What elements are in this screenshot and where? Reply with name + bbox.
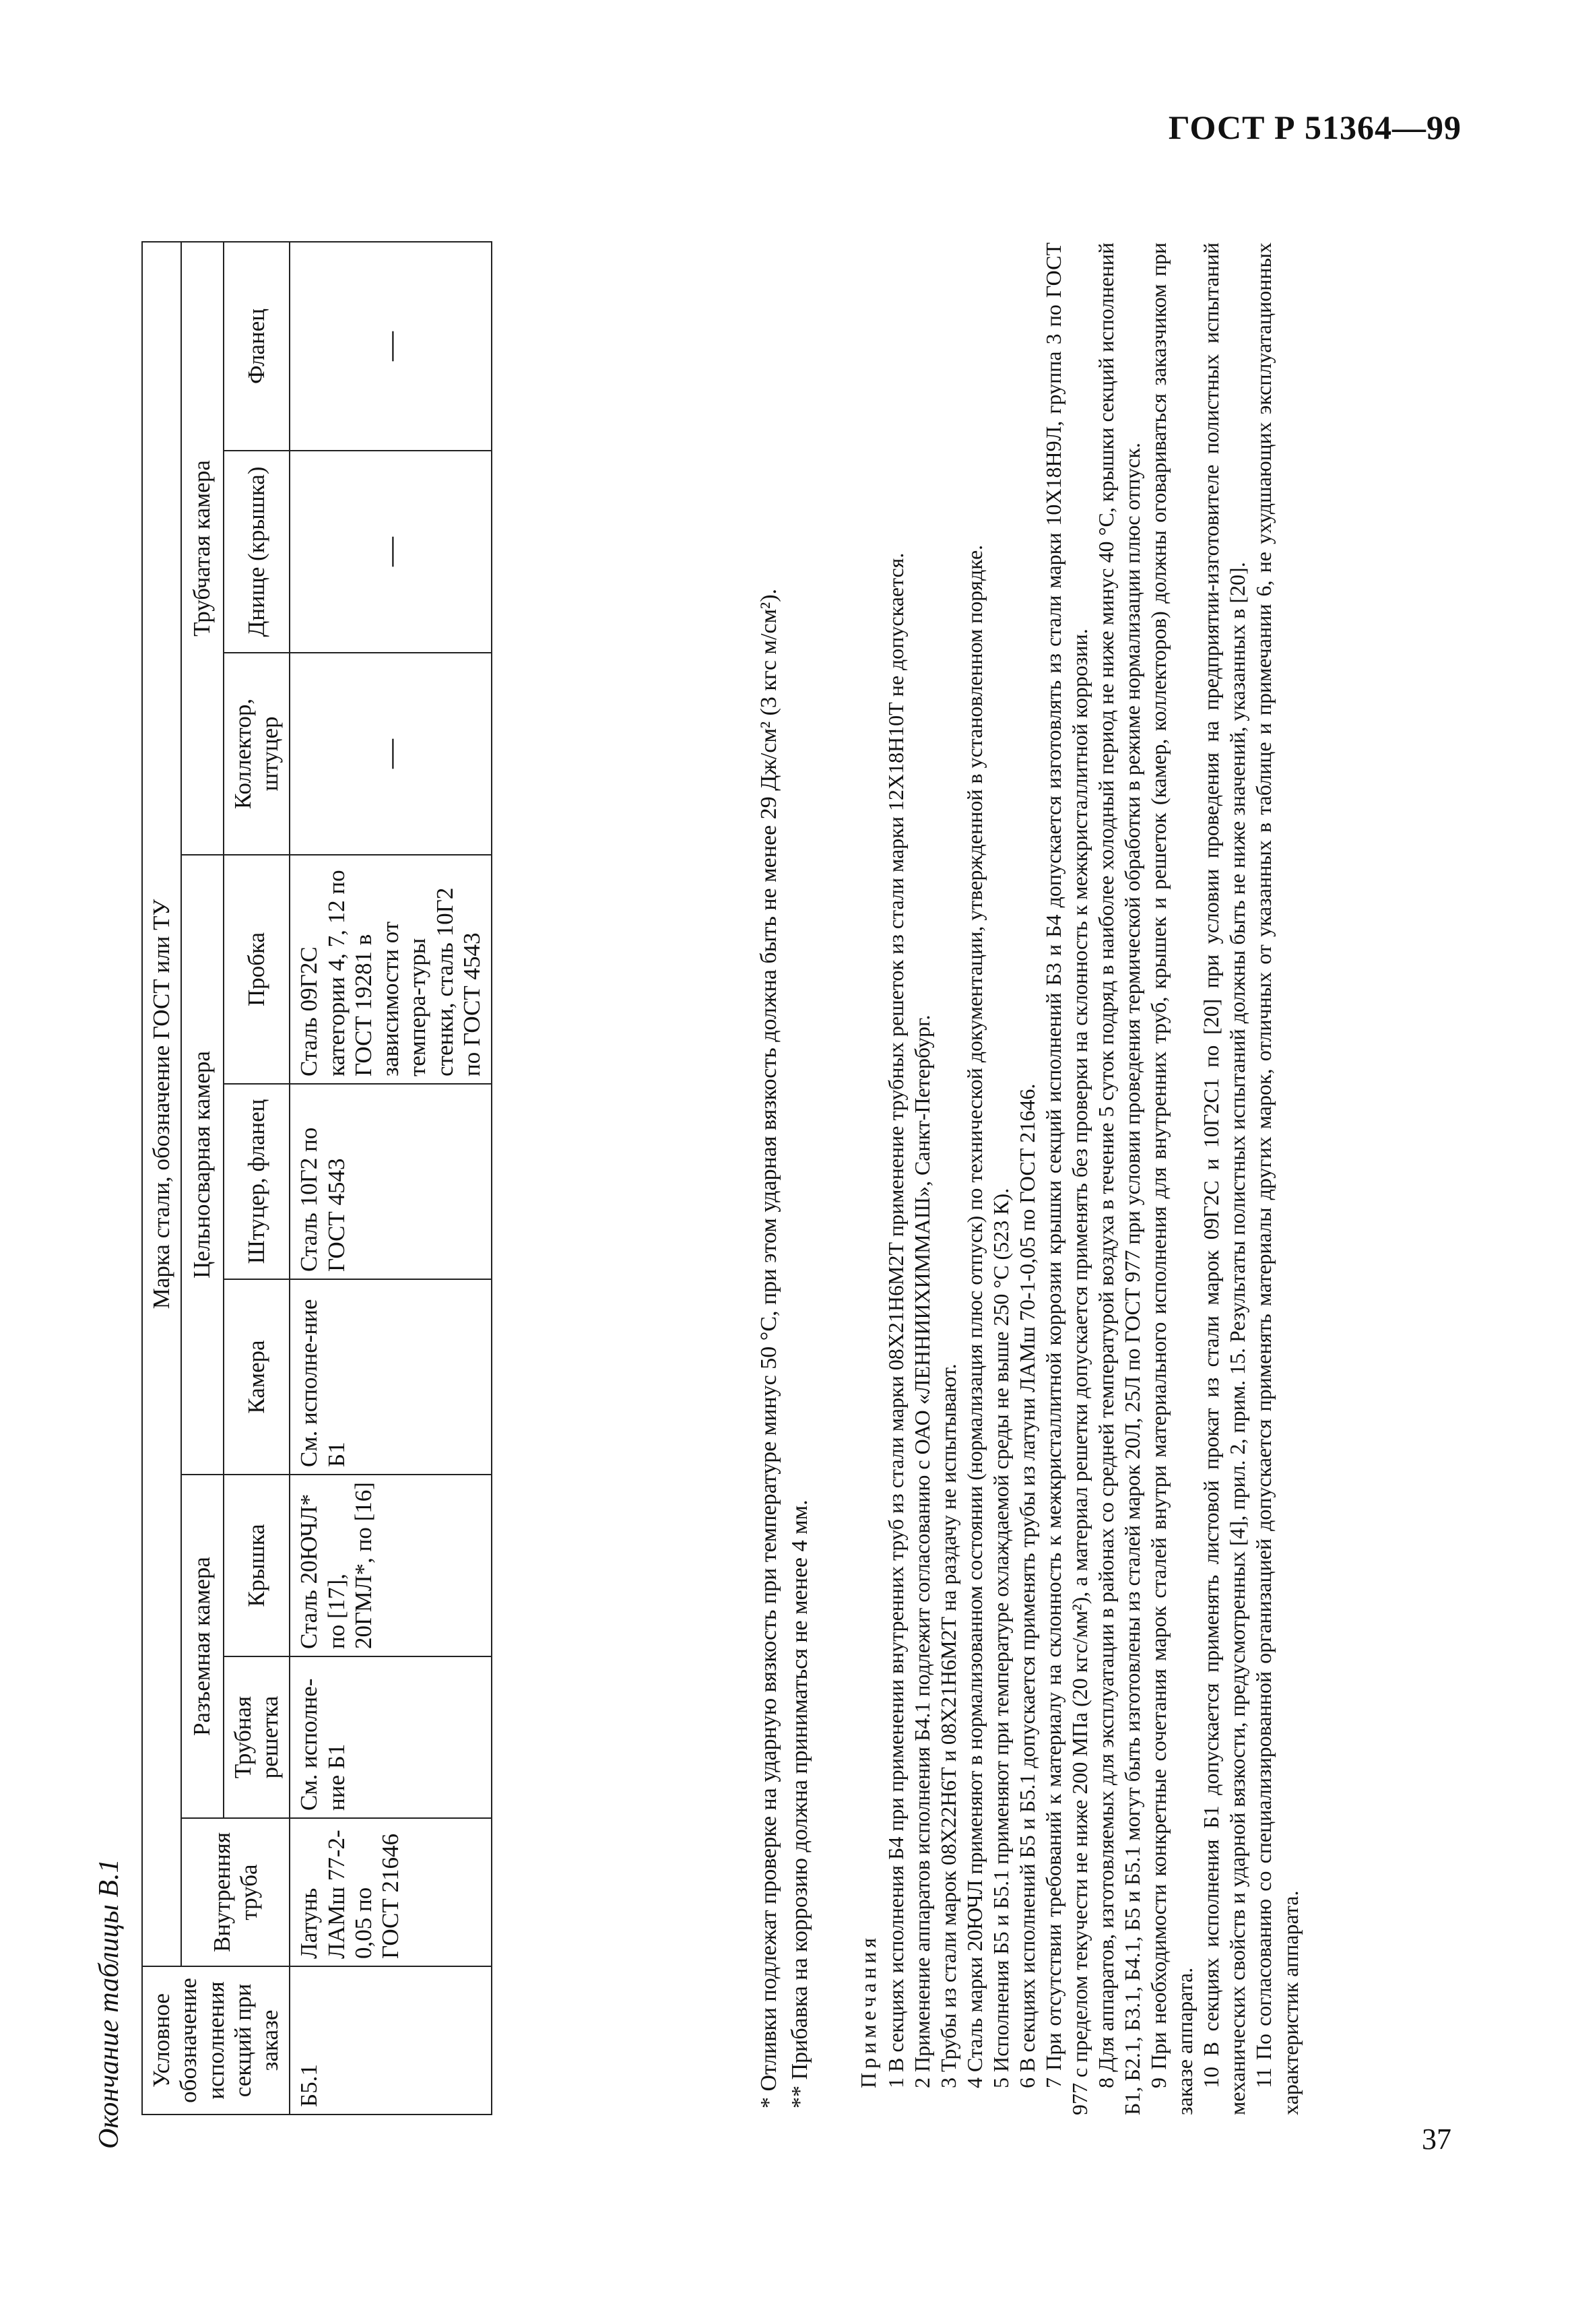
note-item: 11 По согласованию со специализированной организацией допускается применять материалы других марок, отличных от указанных в таблице и примечании 6, не ухудшающих эксплуатационных характеристик аппарата. [1251,243,1303,2115]
cell-inner-tube: Латунь ЛАМш 77-2-0,05 по ГОСТ 21646 [290,1818,492,1966]
materials-table [141,241,492,2115]
note-item: 7 При отсутствии требований к материалу на склонность к межкристаллитной коррозии крышки секций исполнений Б3 и Б4 допускается изготовлять из стали марки 10Х18Н9Л, группа 3 по ГОСТ 977 с пределом текучести не ниже 200 МПа (20 кгс/мм²), а материал решетки допускается применять без проверки на склонность к межкристаллитной коррозии. [1041,243,1092,2115]
footnote: * Отливки подлежат проверке на ударную вязкость при температуре минус 50 °С, при этом ударная вязкость должна быть не менее 29 Дж/см² (3 кгс м/см²). [756,588,781,2108]
document-code: ГОСТ Р 51364—99 [1168,108,1462,146]
cell-cover: Сталь 20ЮЧЛ* по [17], 20ГМЛ*, по [16] [290,1475,492,1656]
footnotes [754,243,816,2115]
note-item: 1 В секциях исполнения Б4 при применении внутренних труб из стали марки 08Х21Н6М2Т применение трубных решеток из стали марки 12Х18Н10Т не допускается. [884,552,909,2088]
note-item: 2 Применение аппаратов исполнения Б4.1 подлежит согласованию с ОАО «ЛЕННИИХИММАШ», Санкт-Петербург. [910,1014,935,2088]
header-fitting-flange: Штуцер, фланец [224,1084,290,1279]
header-steel-grade: Марка стали, обозначение ГОСТ или ТУ [142,242,181,1966]
header-cover: Крышка [224,1475,290,1656]
cell-flange: — [290,242,492,451]
header-bottom: Днище (крышка) [224,451,290,653]
header-detachable-chamber: Разъемная камера [181,1475,224,1818]
header-designation: Условное обозначение исполнения секций при заказе [142,1966,290,2115]
cell-bottom: — [290,451,492,653]
cell-fitting-flange: Сталь 10Г2 по ГОСТ 4543 [290,1084,492,1279]
cell-chamber: См. исполне-ние Б1 [290,1279,492,1475]
rotated-page-content [88,229,1462,2156]
table-caption: Окончание таблицы В.1 [94,1859,125,2149]
table-row [290,242,492,2115]
notes-title: Примечания [856,1933,880,2088]
note-item: 10 В секциях исполнения Б1 допускается применять листовой прокат из стали марок 09Г2С и 10Г2С1 по [20] при условии проведения на предприятии-изготовителе полистных испытаний механических свойств и ударной вязкости, предусмотренных [4], прил. 2, прим. 15. Результаты полистных испытаний должны быть не ниже значений, указанных в [20]. [1199,243,1250,2115]
note-item: 8 Для аппаратов, изготовляемых для эксплуатации в районах со средней температурой воздуха в течение 5 суток подряд в наиболее холодный период не ниже минус 40 °С, крышки секций исполнений Б1, Б2.1, Б3.1, Б4.1, Б5 и Б5.1 могут быть изготовлены из сталей марок 20Л, 25Л по ГОСТ 977 при условии проведения термической обработки в режиме нормализации плюс отпуск. [1094,243,1145,2115]
header-collector: Коллектор, штуцер [224,653,290,855]
header-tubular-chamber: Трубчатая камера [181,242,224,855]
header-welded-chamber: Цельносварная камера [181,855,224,1475]
page-number: 37 [1422,2123,1451,2156]
cell-plug: Сталь 09Г2С категории 4, 7, 12 по ГОСТ 19281 в зависимости от темпера-туры стенки, сталь 10Г2 по ГОСТ 4543 [290,855,492,1084]
note-item: 9 При необходимости конкретные сочетания марок сталей внутри материального исполнения для внутренних труб, крышек и решеток (камер, коллекторов) должны оговариваться заказчиком при заказе аппарата. [1146,243,1197,2115]
note-item: 5 Исполнения Б5 и Б5.1 применяют при температуре охлаждаемой среды не выше 250 °С (523 К). [989,1188,1014,2088]
header-chamber: Камера [224,1279,290,1475]
note-item: 3 Трубы из стали марок 08Х22Н6Т и 08Х21Н6М2Т на раздачу не испытывают. [936,1363,961,2088]
cell-collector: — [290,653,492,855]
header-inner-tube: Внутренняя труба [181,1818,290,1966]
header-tube-sheet: Трубная решетка [224,1656,290,1818]
footnote: ** Прибавка на коррозию должна приниматься не менее 4 мм. [787,1499,813,2108]
cell-designation: Б5.1 [290,1966,492,2115]
header-plug: Пробка [224,855,290,1084]
note-item: 6 В секциях исполнений Б5 и Б5.1 допускается применять трубы из латуни ЛАМш 70-1-0,05 по ГОСТ 21646. [1015,1083,1040,2088]
note-item: 4 Сталь марки 20ЮЧЛ применяют в нормализованном состоянии (нормализация плюс отпуск) по технической документации, утвержденной в установленном порядке. [962,544,987,2088]
cell-tube-sheet: См. исполне-ние Б1 [290,1656,492,1818]
notes-section [855,243,1304,2115]
header-flange: Фланец [224,242,290,451]
